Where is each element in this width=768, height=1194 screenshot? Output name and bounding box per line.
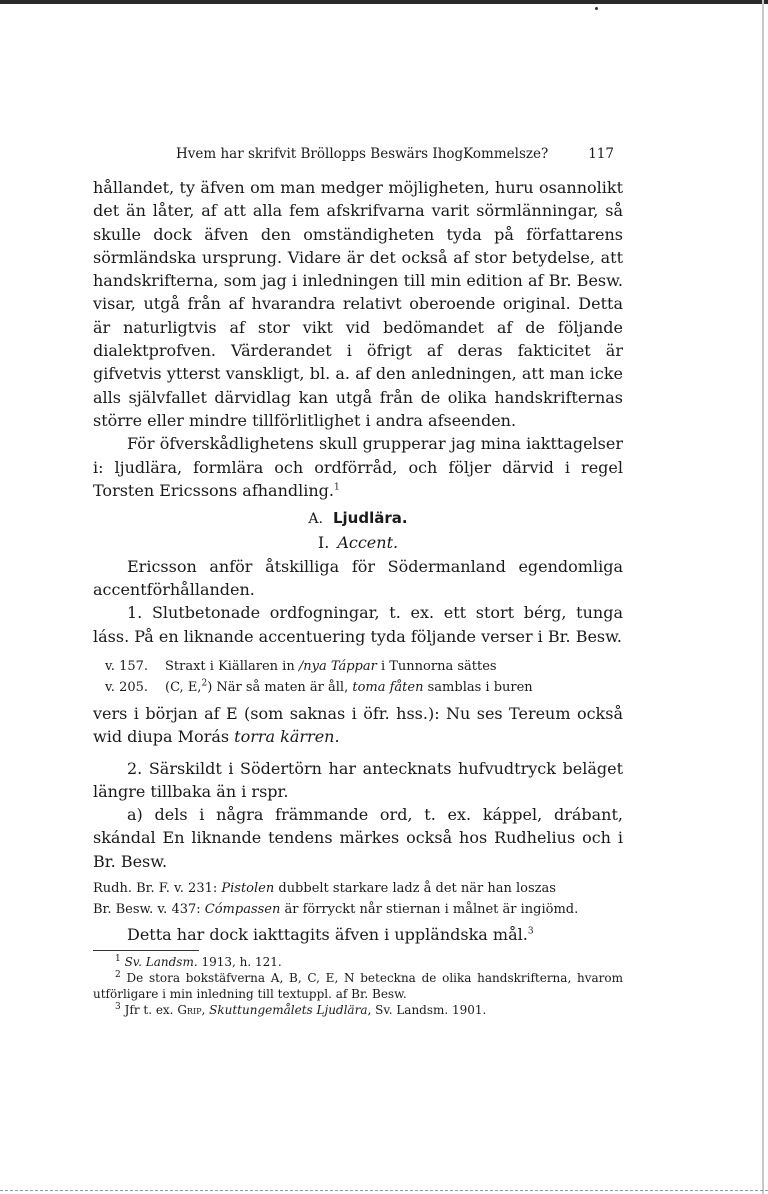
footnote-2: $^2$ De stora bokstäfverna A, B, C, E, N beteckna de olika handskrifterna, hvarom utförligare i min inledning till textuppl. af Br. Besw. (93, 970, 623, 1002)
paragraph-2: För öfverskådlighetens skull grupperar jag mina iakttagelser i: ljudlära, formlära och ordförråd, och följer därvid i regel Torsten Ericssons afhandling.$^1$ (93, 434, 623, 500)
footnote-ref-2[interactable]: 2 (201, 678, 208, 689)
footnote-1: $^1$ Sv. Landsm. 1913, h. 121. (115, 954, 282, 970)
item-1: 1. Slutbetonade ordfogningar, t. ex. ett stort bérg, tunga láss. På en liknande accentuering tyda följande verser i Br. Besw. (93, 603, 623, 646)
paragraph-4: vers i början af E (som saknas i öfr. hss.): Nu ses Tereum också wid diupa Morás torra kärren. (93, 703, 623, 747)
section-heading: A. Ljudlära. (308, 509, 408, 528)
footnote-3: $^3$ Jfr t. ex. Grip, Skuttungemålets Ljudlära, Sv. Landsm. 1901. (115, 1002, 487, 1018)
paragraph-1: hållandet, ty äfven om man medger möjligheten, huru osannolikt det än låter, af att alla fem afskrifvarna varit sörmlänningar, så skulle dock äfven den omständigheten tyda på författarens sörmländska ursprung. Vidare är det också af stor betydelse, att handskrifterna, som jag i inledningen till min edition af Br. Besw. visar, utgå från af hvarandra relativt oberoende original. Detta är naturligtvis af stor vikt vid bedömandet af de följande dialektprofven. Värderandet i öfrigt af deras fakticitet är gifvetvis ytterst vanskligt, bl. a. af den anledningen, att man icke alls självfallet därvidlag kan utgå från de olika handskrifternas större eller mindre tillförlitlighet i andra afseenden. (93, 178, 623, 430)
item-2a: a) dels i några främmande ord, t. ex. káppel, drábant, skándal En liknande tendens märkes också hos Rudhelius och i Br. Besw. (93, 805, 623, 871)
footnote-rule (93, 950, 199, 951)
top-border (0, 0, 768, 4)
bottom-border (0, 1190, 768, 1191)
page-number: 117 (588, 146, 614, 162)
verse-line: v. 157. Straxt i Kiällaren in /nya Táppar i Tunnorna sättes (105, 658, 497, 674)
verse-line: v. 205. (C, E,$^2$) När så maten är åll, toma fåten samblas i buren (105, 678, 533, 695)
quote-line: Br. Besw. v. 437: Cómpassen är förryckt når stiernan i målnet är ingiömd. (93, 902, 579, 918)
paragraph-5: Detta har dock iakttagits äfven i uppländska mål.$^3$ (127, 925, 534, 945)
quote-line: Rudh. Br. F. v. 231: Pistolen dubbelt starkare ladz å det när han loszas (93, 881, 556, 897)
page-body (93, 176, 623, 1018)
scan-speck (595, 7, 598, 10)
right-border (762, 0, 764, 1194)
footnote-ref-1[interactable]: 1 (334, 482, 340, 493)
running-title: Hvem har skrifvit Bröllopps Beswärs IhogKommelsze? (176, 146, 549, 162)
item-2: 2. Särskildt i Södertörn har antecknats hufvudtryck beläget längre tillbaka än i rspr. (93, 758, 623, 801)
footnote-ref-3[interactable]: 3 (527, 926, 534, 937)
paragraph-3: Ericsson anför åtskilliga för Södermanland egendomliga accentförhållanden. (93, 556, 623, 600)
sub-heading: I. Accent. (317, 533, 399, 553)
running-header (176, 146, 626, 166)
